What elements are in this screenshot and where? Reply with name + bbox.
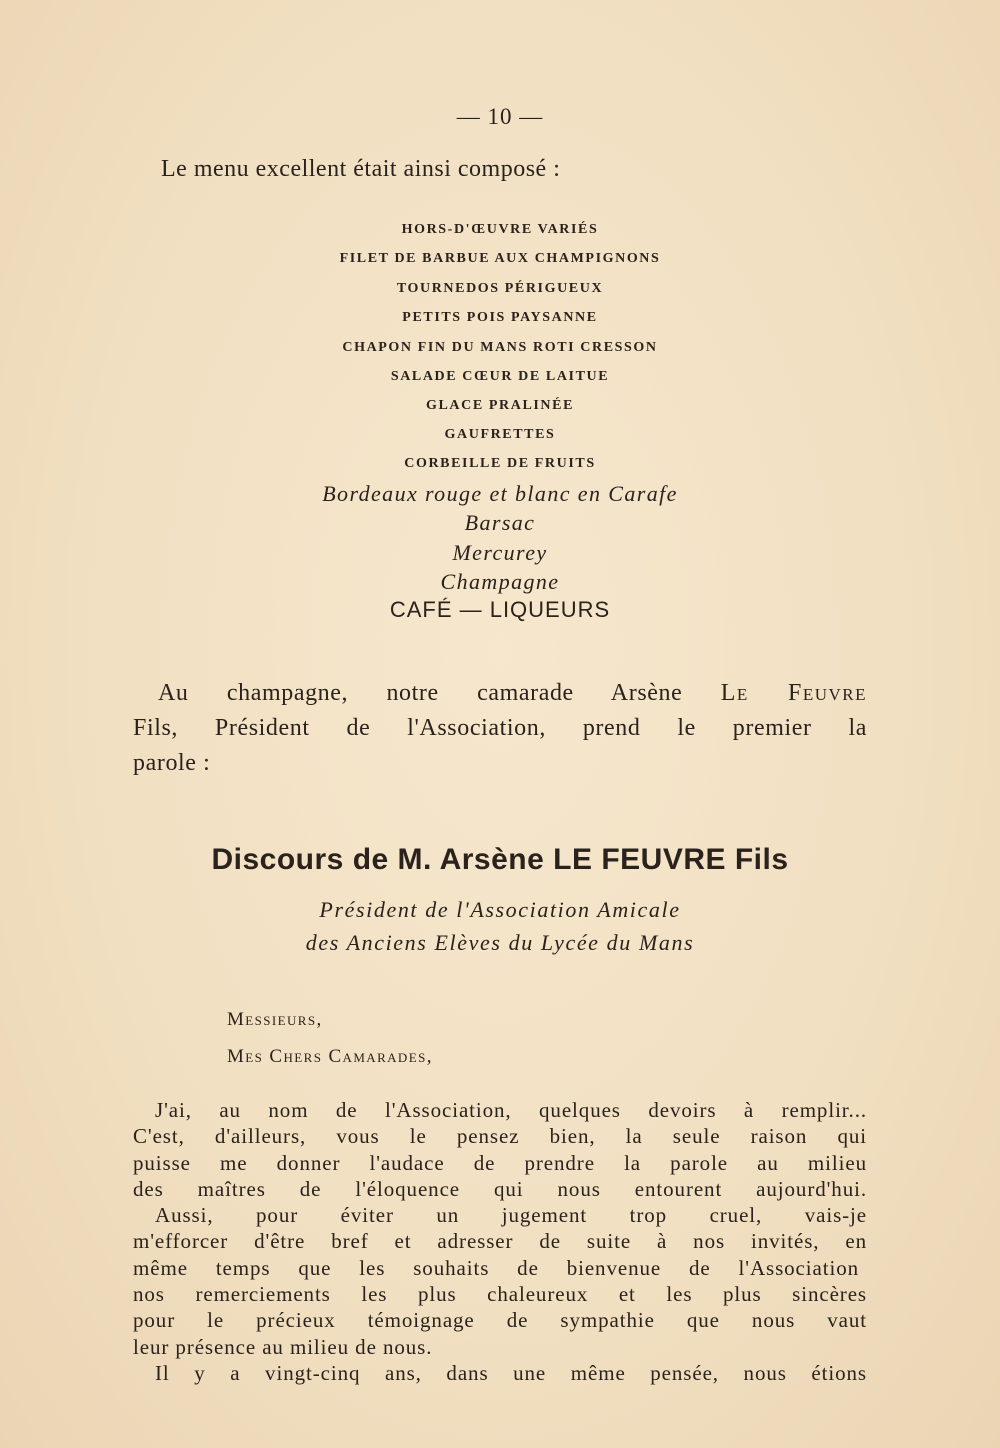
menu-closing: CAFÉ — LIQUEURS [389, 597, 611, 622]
person-name: Le Feuvre [720, 680, 867, 706]
menu-dish: GAUFRETTES [444, 427, 556, 442]
menu-dish: HORS-D'ŒUVRE VARIÉS [401, 222, 599, 237]
champagne-paragraph [133, 676, 867, 781]
speech-subtitle: Président de l'Association Amicale [319, 897, 681, 922]
speech-subtitle: des Anciens Elèves du Lycée du Mans [305, 930, 695, 955]
speech-body [133, 1097, 867, 1386]
menu-dish: FILET DE BARBUE AUX CHAMPIGNONS [339, 251, 661, 266]
menu-dish: CORBEILLE DE FRUITS [404, 456, 596, 471]
body-line: des maîtres de l'éloquence qui nous entourent aujourd'hui. [133, 1176, 867, 1201]
salutation: Messieurs, [227, 1009, 323, 1030]
paragraph-text: Au champagne, notre camarade Arsène [158, 680, 683, 706]
paragraph-line: parole : [133, 750, 211, 776]
body-line: pour le précieux témoignage de sympathie que nous vaut [133, 1308, 867, 1333]
salutation: Mes Chers Camarades, [227, 1046, 433, 1067]
body-line: nos remerciements les plus chaleureux et les plus sincères [133, 1282, 867, 1307]
body-line: puisse me donner l'audace de prendre la parole au milieu [133, 1150, 867, 1175]
menu-dish: GLACE PRALINÉE [425, 398, 575, 413]
paragraph-line [133, 676, 867, 711]
menu-intro: Le menu excellent était ainsi composé : [161, 156, 561, 182]
menu-dish: PETITS POIS PAYSANNE [402, 310, 598, 325]
menu-wine: Champagne [440, 569, 560, 594]
page-number: — 10 — [456, 104, 544, 129]
menu-wine: Barsac [464, 510, 536, 535]
body-line: m'efforcer d'être bref et adresser de suite à nos invités, en [133, 1229, 867, 1254]
body-line: Il y a vingt-cinq ans, dans une même pensée, nous étions [155, 1360, 867, 1385]
menu-dish: SALADE CŒUR DE LAITUE [390, 369, 610, 384]
body-line: J'ai, au nom de l'Association, quelques devoirs à remplir... [155, 1098, 867, 1122]
paragraph-line: Fils, Président de l'Association, prend le premier la [133, 715, 867, 741]
body-line: C'est, d'ailleurs, vous le pensez bien, la seule raison qui [133, 1124, 867, 1149]
menu-wine: Bordeaux rouge et blanc en Carafe [322, 481, 678, 506]
speech-title: Discours de M. Arsène LE FEUVRE Fils [211, 843, 789, 876]
menu-wine: Mercurey [452, 540, 548, 565]
body-line: Aussi, pour éviter un jugement trop cruel, vais-je [155, 1203, 867, 1228]
menu-dish: TOURNEDOS PÉRIGUEUX [396, 281, 604, 296]
body-line: leur présence au milieu de nous. [133, 1334, 433, 1359]
menu-dish: CHAPON FIN DU MANS ROTI CRESSON [342, 340, 658, 355]
body-line: même temps que les souhaits de bienvenue de l'Association [133, 1255, 859, 1280]
